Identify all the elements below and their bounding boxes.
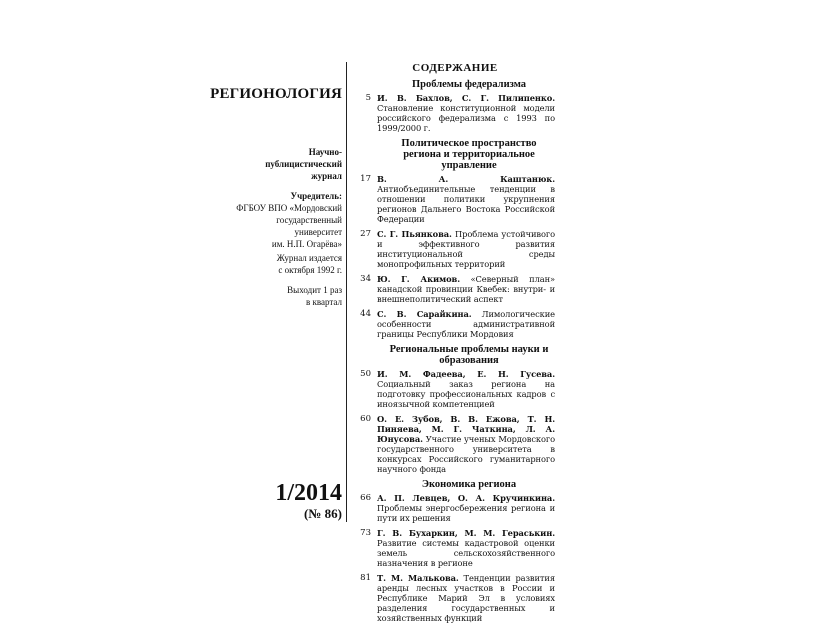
- toc-entry-authors: И. М. Фадеева, Е. Н. Гусева.: [377, 369, 555, 379]
- toc-entry-page: 50: [360, 369, 371, 379]
- toc-entry-page: 60: [360, 414, 371, 424]
- toc-entry-authors: С. В. Сарайкина.: [377, 309, 472, 319]
- table-of-contents: [355, 62, 555, 628]
- toc-entry-text: [377, 528, 555, 568]
- toc-entry: [355, 93, 555, 133]
- column-divider: [346, 62, 347, 522]
- toc-entry-page: 66: [360, 493, 371, 503]
- frequency-line: Выходит 1 раз: [287, 285, 342, 295]
- toc-entry: [355, 528, 555, 568]
- toc-entry: [355, 229, 555, 269]
- toc-entry-article-title: Проблемы энергосбережения региона и пути их решения: [377, 503, 555, 523]
- founder-label: Учредитель:: [290, 191, 342, 201]
- toc-entry-text: [377, 274, 555, 304]
- toc-entry-text: [377, 93, 555, 133]
- toc-entry-article-title: Лимологические особенности административной границы Республики Мордовия: [377, 309, 555, 339]
- issue-sequence: (№ 86): [304, 506, 342, 521]
- journal-founder: [236, 190, 342, 250]
- toc-entry-authors: Г. В. Бухаркин, М. М. Гераськин.: [377, 528, 555, 538]
- toc-entry-page: 73: [360, 528, 371, 538]
- toc-entry-authors: Ю. Г. Акимов.: [377, 274, 461, 284]
- frequency-line: в квартал: [306, 297, 342, 307]
- toc-section-title: Политическое пространство региона и территориальное управление: [401, 138, 537, 171]
- toc-entry-article-title: Проблема устойчивого и эффективного развития институциональной среды монопрофильных территорий: [377, 229, 555, 269]
- toc-section-title: Экономика региона: [421, 479, 517, 490]
- toc-entry: [355, 274, 555, 304]
- toc-entry-text: [377, 573, 555, 623]
- toc-entry-page: 44: [360, 309, 371, 319]
- toc-entry-article-title: Участие ученых Мордовского государственного университета в конкурсах Российского гуманитарного научного фонда: [377, 434, 555, 474]
- founder-line: ФГБОУ ВПО «Мордовский: [236, 203, 342, 213]
- toc-entry-article-title: Развитие системы кадастровой оценки земель сельскохозяйственного назначения в регионе: [377, 538, 555, 568]
- toc-entry-authors: О. Е. Зубов, В. В. Ежова, Т. Н. Пиняева, М. Г. Чаткина, Л. А. Юнусова.: [377, 414, 555, 444]
- toc-entry-authors: В. А. Каштанюк.: [377, 174, 555, 184]
- toc-entry: [355, 369, 555, 409]
- toc-section-title: Проблемы федерализма: [411, 79, 527, 90]
- founder-line: им. Н.П. Огарёва»: [271, 239, 342, 249]
- toc-entry-text: [377, 414, 555, 474]
- toc-entry-text: [377, 309, 555, 339]
- toc-entry-authors: И. В. Бахлов, С. Г. Пилипенко.: [377, 93, 555, 103]
- journal-title: РЕГИОНОЛОГИЯ: [210, 86, 342, 102]
- toc-body: [355, 79, 555, 623]
- toc-entry-article-title: Тенденции развития аренды лесных участков в России и Республике Марий Эл в условиях разделения государственных и хозяйственных функций: [377, 573, 555, 623]
- toc-entry-text: [377, 369, 555, 409]
- toc-title: СОДЕРЖАНИЕ: [412, 62, 498, 74]
- toc-entry-page: 17: [360, 174, 371, 184]
- toc-entry-authors: А. П. Левцев, О. А. Кручинкина.: [377, 493, 555, 503]
- toc-entry-page: 5: [365, 93, 371, 103]
- toc-entry-authors: Т. М. Малькова.: [377, 573, 459, 583]
- toc-entry-article-title: Становление конституционной модели российского федерализма с 1993 по 1999/2000 г.: [377, 103, 555, 133]
- journal-type-line: журнал: [311, 171, 342, 181]
- toc-entry: [355, 174, 555, 224]
- toc-entry-text: [377, 229, 555, 269]
- toc-entry: [355, 573, 555, 623]
- founder-line: университет: [294, 227, 342, 237]
- published-line: Журнал издается: [276, 253, 342, 263]
- journal-published: [277, 252, 342, 276]
- founder-line: государственный: [276, 215, 342, 225]
- toc-entry: [355, 309, 555, 339]
- journal-info-column: [180, 60, 342, 520]
- toc-entry: [355, 414, 555, 474]
- toc-entry-page: 27: [360, 229, 371, 239]
- journal-type: [265, 146, 342, 182]
- toc-entry-text: [377, 493, 555, 523]
- toc-entry-text: [377, 174, 555, 224]
- published-line: с октября 1992 г.: [278, 265, 342, 275]
- toc-entry-page: 34: [360, 274, 371, 284]
- toc-section-title: Региональные проблемы науки и образования: [389, 344, 549, 366]
- issue-block: [275, 480, 342, 522]
- toc-entry-page: 81: [360, 573, 371, 583]
- toc-entry-article-title: Социальный заказ региона на подготовку профессиональных кадров с иноязычной компетенцией: [377, 379, 555, 409]
- toc-entry-authors: С. Г. Пьянкова.: [377, 229, 452, 239]
- toc-entry-article-title: Антиобъединительные тенденции в отношении политики укрупнения регионов Дальнего Востока Российской Федерации: [377, 184, 555, 224]
- toc-entry: [355, 493, 555, 523]
- journal-type-line: публицистический: [265, 159, 342, 169]
- toc-entry-article-title: «Северный план» канадской провинции Квебек: внутри- и внешнеполитический аспект: [377, 274, 555, 304]
- journal-frequency: [287, 284, 342, 308]
- issue-number: 1/2014: [275, 480, 342, 506]
- journal-type-line: Научно-: [308, 147, 342, 157]
